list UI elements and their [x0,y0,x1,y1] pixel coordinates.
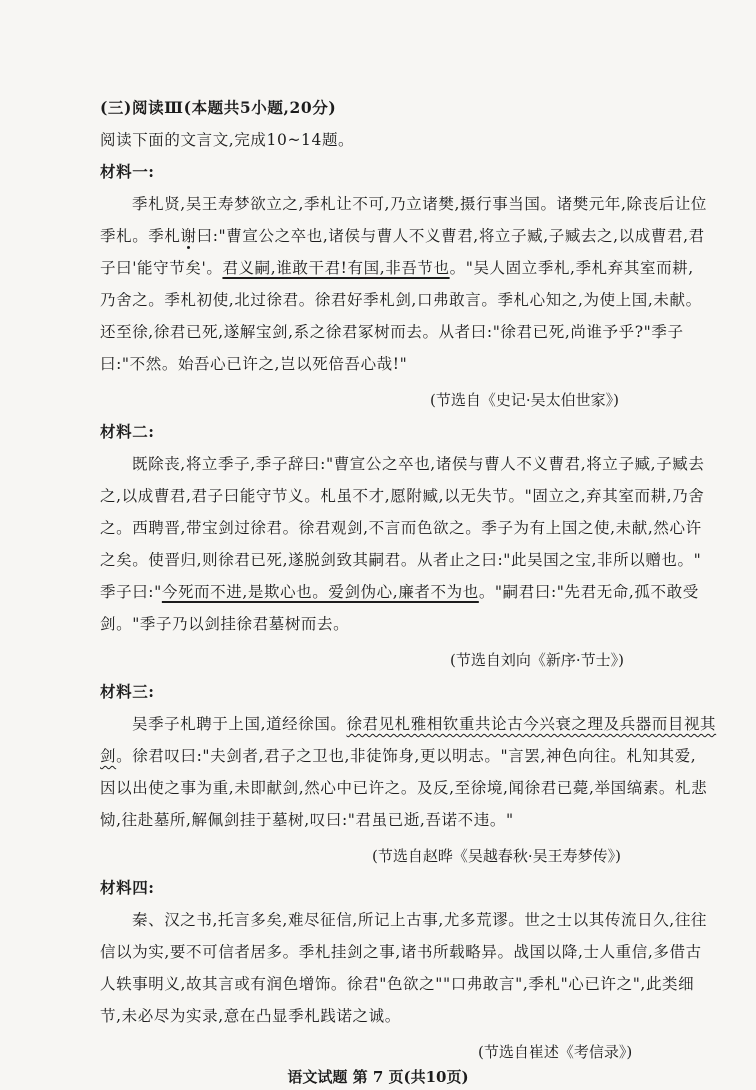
material-3-line: 剑。徐君叹曰:"夫剑者,君子之卫也,非徒饰身,更以明志。"言罢,神色向往。札知其爱, [100,747,697,765]
material-4-source: (节选自崔述《考信录》) [478,1043,633,1061]
material-3-source: (节选自赵晔《吴越春秋·吴王寿梦传》) [372,847,621,865]
material-4-line: 节,未必尽为实录,意在凸显季札践诺之诚。 [100,1007,401,1025]
wavy-underlined-sentence: 剑 [100,747,117,765]
material-3-line: 恸,往赴墓所,解佩剑挂于墓树,叹曰:"君虽已逝,吾诺不违。" [100,811,514,829]
emphasis-dot-char: 谢 [180,227,197,245]
page-footer: 语文试题 第 7 页(共10页) [287,1068,469,1086]
material-2-line: 之,以成曹君,君子曰能守节义。札虽不才,愿附臧,以无失节。"固立之,弃其室而耕,乃舍 [100,487,705,505]
section-instruction: 阅读下面的文言文,完成10~14题。 [100,131,355,149]
wavy-underlined-sentence: 徐君见札雅相钦重共论古今兴衰之理及兵器而目视其 [346,715,717,733]
material-1-line: 子曰'能守节矣'。君义嗣,谁敢干君!有国,非吾节也。"吴人固立季札,季札弃其室而耕, [100,259,694,277]
material-3-title: 材料三: [100,682,155,701]
material-4-title: 材料四: [100,878,155,897]
material-1-line: 季札。季札谢曰:"曹宣公之卒也,诸侯与曹人不义曹君,将立子臧,子臧去之,以成曹君,君 [100,227,705,245]
material-4-line: 人轶事明义,故其言或有润色增饰。徐君"色欲之""口弗敢言",季札"心已许之",此类细 [100,975,695,993]
material-1-source: (节选自《史记·吴太伯世家》) [430,391,619,409]
material-3-line: 因以出使之事为重,未即献剑,然心中已许之。及反,至徐境,闻徐君已薨,举国缟素。札悲 [100,779,708,797]
material-1-line: 曰:"不然。始吾心已许之,岂以死倍吾心哉!" [100,355,408,373]
material-4-line: 秦、汉之书,托言多矣,难尽征信,所记上古事,尤多荒谬。世之士以其传流日久,往往 [132,911,708,929]
section-header: (三)阅读Ⅲ(本题共5小题,20分) [100,98,337,117]
material-2-line: 既除丧,将立季子,季子辞曰:"曹宣公之卒也,诸侯与曹人不义曹君,将立子臧,子臧去 [132,455,705,473]
material-4-line: 信以为实,要不可信者居多。季札挂剑之事,诸书所载略异。战国以降,士人重信,多借古 [100,943,702,961]
material-1-line: 还至徐,徐君已死,遂解宝剑,系之徐君冢树而去。从者曰:"徐君已死,尚谁予乎?"季子 [100,323,684,341]
material-1-line: 乃舍之。季札初使,北过徐君。徐君好季札剑,口弗敢言。季札心知之,为使上国,未献。 [100,291,702,309]
material-1-line: 季札贤,吴王寿梦欲立之,季札让不可,乃立诸樊,摄行事当国。诸樊元年,除丧后让位 [132,195,708,213]
underlined-sentence: 今死而不进,是欺心也。爱剑伪心,廉者不为也 [161,583,479,601]
material-1-title: 材料一: [100,162,155,181]
material-2-source: (节选自刘向《新序·节士》) [450,651,624,669]
material-2-line: 剑。"季子乃以剑挂徐君墓树而去。 [100,615,350,633]
material-2-line: 之。西聘晋,带宝剑过徐君。徐君观剑,不言而色欲之。季子为有上国之使,未献,然心许 [100,519,702,537]
material-2-line: 之矣。使晋归,则徐君已死,遂脱剑致其嗣君。从者止之曰:"此吴国之宝,非所以赠也。" [100,551,702,569]
material-3-line: 吴季子札聘于上国,道经徐国。徐君见札雅相钦重共论古今兴衰之理及兵器而目视其 [132,715,717,733]
material-2-line: 季子曰:"今死而不进,是欺心也。爱剑伪心,廉者不为也。"嗣君曰:"先君无命,孤不敢受 [100,583,699,601]
material-2-title: 材料二: [100,422,155,441]
underlined-sentence: 君义嗣,谁敢干君!有国,非吾节也 [222,259,450,277]
